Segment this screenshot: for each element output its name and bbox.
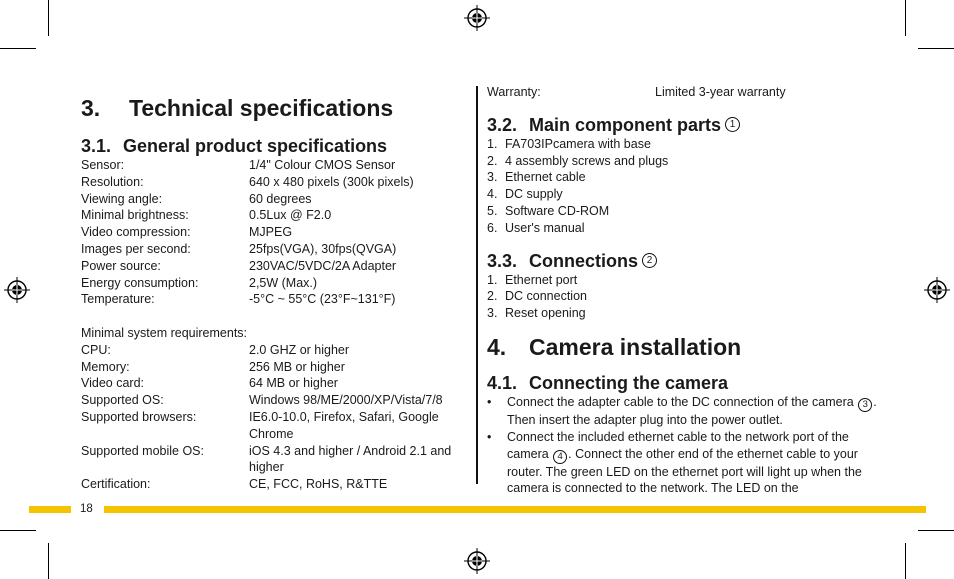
- item-text-part: . Connect the other end of the ethernet cable to your router. The green LED on the ethernet port will light up when the camera is connected to the network. The LED on the: [507, 446, 862, 496]
- left-column: [81, 88, 471, 493]
- list-item: [487, 288, 877, 305]
- item-text: [507, 394, 877, 429]
- spec-key: Video card:: [81, 376, 145, 391]
- item-number: 4.: [487, 187, 498, 202]
- list-item: [487, 429, 877, 497]
- section-3-heading: [81, 93, 471, 123]
- item-text: DC connection: [505, 289, 587, 304]
- spec-key: Video compression:: [81, 225, 191, 240]
- list-item: [487, 220, 877, 237]
- crop-mark: [905, 543, 906, 579]
- list-item: [487, 136, 877, 153]
- spec-value: Limited 3-year warranty: [655, 85, 786, 99]
- spec-row: [81, 207, 471, 224]
- section-title: Connections: [529, 250, 639, 271]
- spec-row: [81, 174, 471, 191]
- spec-row: [81, 157, 471, 174]
- item-number: 1.: [487, 272, 498, 287]
- crop-mark: [48, 0, 49, 36]
- figure-ref-badge: 3: [858, 398, 872, 412]
- crop-mark: [0, 48, 36, 49]
- sysreq-row: [81, 476, 471, 493]
- crop-mark: [48, 543, 49, 579]
- warranty-row: [487, 84, 877, 101]
- item-text: FA703IPcamera with base: [505, 136, 651, 151]
- item-number: 6.: [487, 220, 498, 235]
- spec-row: [81, 224, 471, 241]
- section-3-2-heading: [487, 114, 877, 136]
- spec-row: [81, 191, 471, 208]
- crop-mark: [918, 530, 954, 531]
- registration-mark-icon: [464, 548, 490, 574]
- section-number: 3.3.: [487, 250, 518, 271]
- sysreq-row: [81, 443, 471, 477]
- footer-accent-bar: [29, 506, 71, 513]
- spec-value: 64 MB or higher: [249, 376, 338, 391]
- spec-value: 25fps(VGA), 30fps(QVGA): [249, 241, 397, 256]
- sysreq-list: [81, 342, 471, 493]
- section-title: Technical specifications: [129, 95, 394, 121]
- crop-mark: [918, 48, 954, 49]
- footer-accent-bar: [104, 506, 926, 513]
- item-text: Reset opening: [505, 306, 586, 321]
- section-3-1-heading: [81, 135, 471, 157]
- item-number: 5.: [487, 203, 498, 218]
- item-number: 3.: [487, 170, 498, 185]
- item-text: Ethernet port: [505, 272, 578, 287]
- spec-value: 256 MB or higher: [249, 359, 345, 374]
- spec-value: 0.5Lux @ F2.0: [249, 208, 332, 223]
- item-number: 1.: [487, 136, 498, 151]
- spec-key: Supported mobile OS:: [81, 443, 204, 458]
- spec-value: 640 x 480 pixels (300k pixels): [249, 174, 414, 189]
- spec-value: 1/4" Colour CMOS Sensor: [249, 158, 396, 172]
- list-item: [487, 203, 877, 220]
- item-number: 2.: [487, 289, 498, 304]
- section-4-heading: [487, 332, 877, 362]
- component-list: [487, 136, 877, 237]
- spec-key: Warranty:: [487, 85, 541, 99]
- section-number: 3.1.: [81, 136, 112, 156]
- spec-key: Images per second:: [81, 241, 191, 256]
- item-text-part: . Then insert the adapter plug into the power outlet.: [507, 394, 877, 427]
- spec-key: Supported OS:: [81, 393, 164, 408]
- connection-list: [487, 272, 877, 322]
- crop-mark: [0, 530, 36, 531]
- item-text-part: Connect the included ethernet cable to the network port of the camera: [507, 429, 849, 461]
- spec-value: Windows 98/ME/2000/XP/Vista/7/8: [249, 393, 443, 408]
- section-number: 3.2.: [487, 114, 518, 135]
- spec-key: Supported browsers:: [81, 409, 197, 424]
- spec-key: Minimal brightness:: [81, 208, 189, 223]
- bullet: •: [487, 394, 492, 409]
- instruction-list: [487, 394, 877, 497]
- column-divider: [476, 86, 478, 484]
- sysreq-row: [81, 359, 471, 376]
- list-item: [487, 153, 877, 170]
- crop-mark: [905, 0, 906, 36]
- spec-key: Temperature:: [81, 292, 155, 307]
- item-text: Ethernet cable: [505, 170, 586, 185]
- list-item: [487, 186, 877, 203]
- item-number: 2.: [487, 153, 498, 168]
- spec-row: [81, 291, 471, 308]
- section-number: 3.: [81, 95, 101, 121]
- section-number: 4.: [487, 333, 507, 360]
- spec-value: 230VAC/5VDC/2A Adapter: [249, 258, 397, 273]
- spec-key: CPU:: [81, 342, 111, 357]
- item-text: User's manual: [505, 220, 585, 235]
- registration-mark-icon: [924, 277, 950, 303]
- figure-ref-badge: 4: [553, 450, 567, 464]
- sysreq-row: [81, 342, 471, 359]
- spec-list: [81, 157, 471, 308]
- figure-ref-badge: 2: [642, 253, 657, 268]
- spec-key: Certification:: [81, 477, 151, 492]
- spec-value: CE, FCC, RoHS, R&TTE: [249, 477, 388, 492]
- list-item: [487, 305, 877, 322]
- section-title: General product specifications: [123, 136, 388, 156]
- spec-row: [81, 241, 471, 258]
- section-title: Connecting the camera: [529, 372, 729, 393]
- bullet: •: [487, 429, 492, 444]
- item-text: [507, 429, 877, 497]
- section-number: 4.1.: [487, 372, 518, 393]
- spec-value: iOS 4.3 and higher / Android 2.1 and higher: [249, 443, 452, 475]
- item-text-part: Connect the adapter cable to the DC connection of the camera: [507, 394, 854, 409]
- spec-value: 2,5W (Max.): [249, 275, 318, 290]
- item-number: 3.: [487, 306, 498, 321]
- sysreq-label: Minimal system requirements:: [81, 325, 248, 340]
- section-4-1-heading: [487, 372, 877, 394]
- spec-key: Power source:: [81, 258, 161, 273]
- section-3-3-heading: [487, 250, 877, 272]
- spec-value: 2.0 GHZ or higher: [249, 342, 350, 357]
- spec-row: [81, 258, 471, 275]
- section-title: Camera installation: [529, 333, 742, 360]
- spec-key: Resolution:: [81, 174, 144, 189]
- spec-value: 60 degrees: [249, 191, 312, 206]
- spec-value: MJPEG: [249, 225, 293, 240]
- item-text: DC supply: [505, 187, 563, 202]
- list-item: [487, 169, 877, 186]
- list-item: [487, 272, 877, 289]
- page-number: 18: [80, 503, 93, 515]
- item-text: Software CD-ROM: [505, 203, 610, 218]
- sysreq-row: [81, 392, 471, 409]
- sysreq-row: [81, 375, 471, 392]
- registration-mark-icon: [4, 277, 30, 303]
- registration-mark-icon: [464, 5, 490, 31]
- spec-value: -5°C ~ 55°C (23°F~131°F): [249, 292, 396, 307]
- spec-key: Memory:: [81, 359, 130, 374]
- spec-key: Viewing angle:: [81, 191, 163, 206]
- sysreq-row: [81, 409, 471, 443]
- spec-value: IE6.0-10.0, Firefox, Safari, Google Chrome: [249, 409, 439, 441]
- figure-ref-badge: 1: [725, 117, 740, 132]
- item-text: 4 assembly screws and plugs: [505, 153, 669, 168]
- list-item: [487, 394, 877, 429]
- spec-key: Energy consumption:: [81, 275, 199, 290]
- right-column: [487, 84, 877, 497]
- spec-key: Sensor:: [81, 158, 125, 172]
- section-title: Main component parts: [529, 114, 722, 135]
- spec-row: [81, 275, 471, 292]
